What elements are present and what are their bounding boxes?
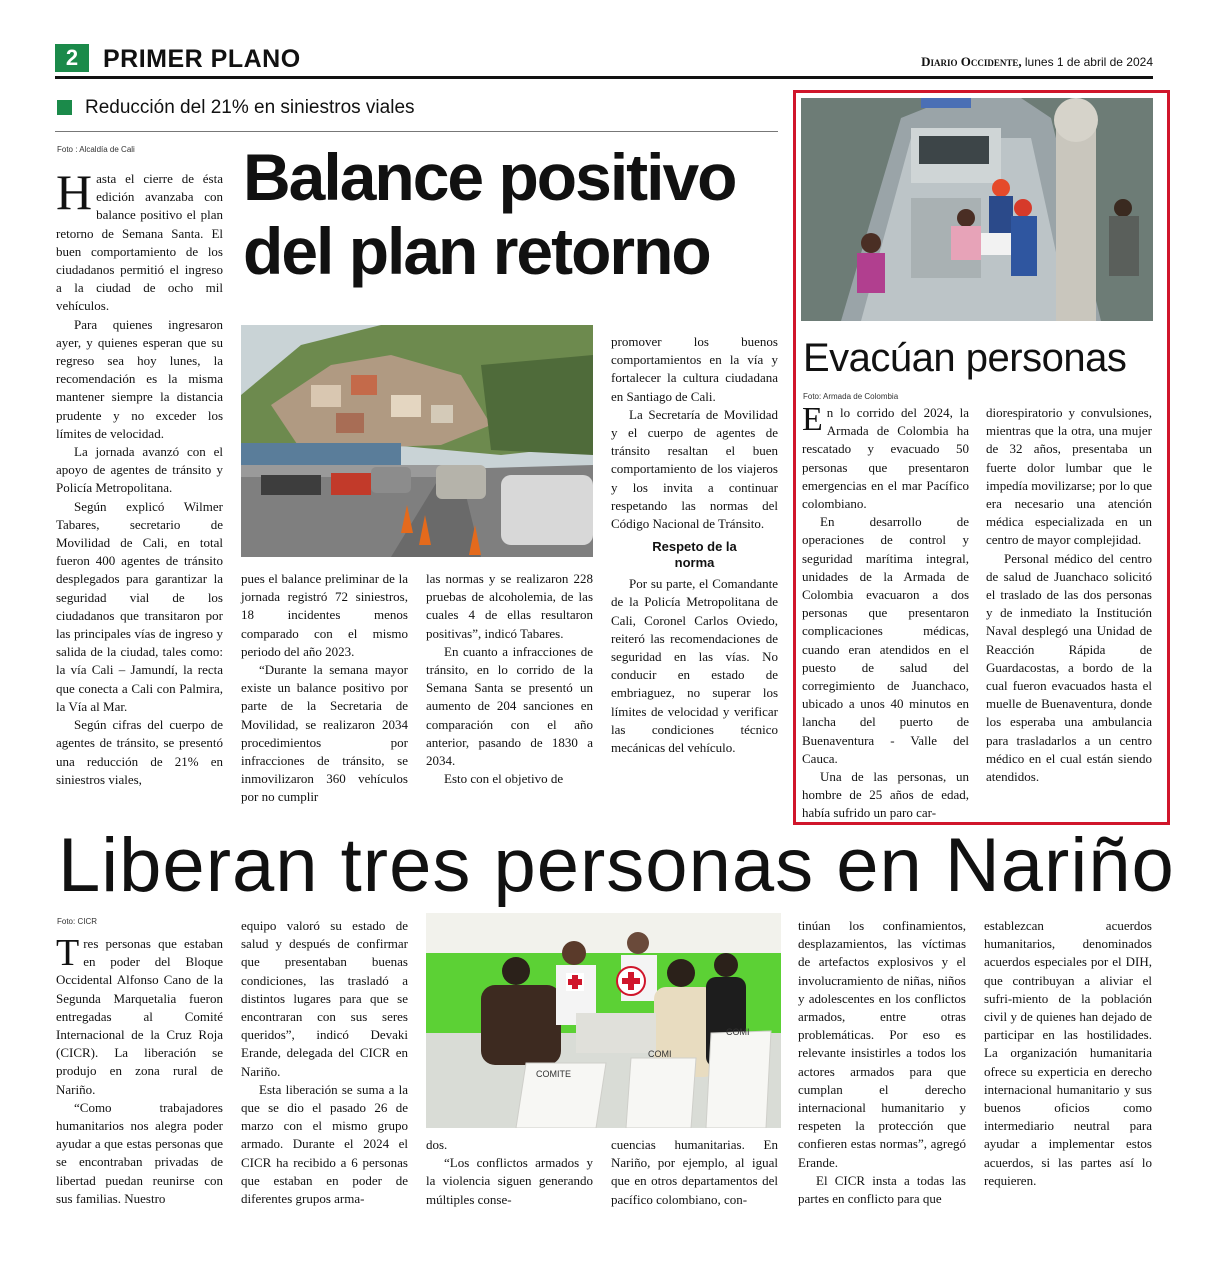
story2-column-1 — [802, 401, 969, 823]
headline-line-1: Balance positivo — [243, 140, 736, 214]
paragraph: Por su parte, el Comandante de la Policía Metropolitana de Cali, Coronel Carlos Oviedo, reiteró las recomendaciones de seguridad en las vías. No conducir en estado de embriaguez, no superar los límites de velocidad y verificar las condiciones técnico mecánicas del vehículo. — [611, 576, 778, 756]
evacuation-headline: Evacúan personas — [803, 336, 1127, 380]
paragraph: “Como trabajadores humanitarios nos alegra poder ayudar a que estas personas que se encontraban privadas de libertad puedan reunirse con sus familias. Nuestro — [56, 1099, 223, 1206]
paragraph: asta el cierre de ésta edición avanzaba con balance positivo el plan retorno de Semana Santa. El buen comportamiento de los ciudadanos permitió el ingreso a la ciudad de ocho mil vehículos. — [56, 171, 223, 314]
traffic-photo — [241, 325, 593, 557]
boat-rescue-image — [801, 98, 1153, 321]
section-title: PRIMER PLANO — [103, 45, 301, 73]
boat-photo — [801, 98, 1153, 321]
paragraph: La Secretaría de Movilidad y el cuerpo de agentes de tránsito resaltan el buen comportamiento de los viajeros y los invita a continuar respetando las normas del Código Nacional de Tránsito. — [611, 406, 778, 532]
chair-label: COMI — [648, 1049, 672, 1059]
paragraph: dos. — [426, 1137, 448, 1152]
headline — [243, 140, 783, 288]
paragraph: n lo corrido del 2024, la Armada de Colombia ha rescatado y evacuado 50 personas que presentaron emergencias en el mar Pacífico colombiano. — [802, 405, 969, 512]
story1-column-1 — [56, 164, 223, 789]
paragraph: Según cifras del cuerpo de agentes de tránsito, se presentó una reducción de 21% en siniestros viales, — [56, 717, 223, 787]
paragraph: Para quienes ingresaron ayer, y quienes esperan que su regreso sea hoy lunes, la recomendación es la misma mantener siempre la distancia prudente y no exceder los límites de velocidad. — [56, 316, 223, 441]
red-cross-photo — [426, 913, 781, 1128]
paragraph: En cuanto a infracciones de tránsito, en lo corrido de la Semana Santa se presentó un aumento de 204 sanciones en comparación con el año anterior, pasando de 1830 a 2034. — [426, 643, 593, 769]
dropcap: T — [56, 932, 80, 974]
red-cross-meeting-image — [426, 913, 781, 1128]
story3-column-5 — [798, 917, 966, 1208]
paper-name: Diario Occidente, — [921, 54, 1022, 69]
header-rule — [55, 76, 1153, 79]
story3-column-4 — [611, 1136, 778, 1209]
kicker-square — [57, 100, 72, 115]
photo-credit: Foto: CICR — [57, 917, 98, 926]
paragraph: “Los conflictos armados y la violencia siguen generando múltiples conse- — [426, 1155, 593, 1207]
photo-credit: Foto: Armada de Colombia — [803, 392, 899, 401]
dropcap: E — [802, 401, 823, 438]
paragraph: las normas y se realizaron 228 pruebas de alcoholemia, de las cuales 4 de ellas resultaron positivas”, indicó Tabares. — [426, 571, 593, 641]
paragraph: tinúan los confinamientos, desplazamientos, las víctimas de artefactos explosivos y el involucramiento de niñas, niños y adolescentes en los conflictos armados, entre otras problemáticas. Por eso es relevante insistirles a todos los actores armados para que cumplan el derecho internacional humanitario y respeten la protección que confieren estas normas”, agregó Erande. — [798, 918, 966, 1170]
page-number: 2 — [55, 44, 89, 72]
paragraph: cuencias humanitarias. En Nariño, por ejemplo, al igual que en otros departamentos del pacífico colombiano, con- — [611, 1137, 778, 1207]
subheading: Respeto de la norma — [652, 539, 737, 571]
kicker — [55, 97, 775, 119]
headline-line-2: del plan retorno — [243, 214, 710, 288]
paragraph: El CICR insta a todas las partes en conflicto para que — [798, 1172, 966, 1207]
chair-label: COMITE — [536, 1069, 571, 1079]
story1-column-2 — [241, 570, 408, 807]
story2-column-2 — [986, 404, 1152, 786]
liberation-headline: Liberan tres personas en Nariño — [58, 823, 1175, 908]
photo-credit: Foto : Alcaldía de Cali — [57, 145, 135, 154]
story1-column-4 — [611, 333, 778, 757]
story1-column-3 — [426, 570, 593, 788]
story3-column-2 — [241, 917, 408, 1208]
story3-column-6 — [984, 917, 1152, 1190]
issue-date: lunes 1 de abril de 2024 — [1024, 55, 1153, 69]
paragraph: Esta liberación se suma a la que se dio el pasado 26 de marzo con el mismo grupo armado. Durante el 2024 el CICR ha recibido a 6 personas que estaban en poder de diferentes grupos arma- — [241, 1081, 408, 1207]
paragraph: equipo valoró su estado de salud y después de confirmar que presentaban buenas condiciones, las trasladó a distintos lugares para que se encontraran con sus seres queridos”, indicó Devaki Erande, delegada del CICR en Nariño. — [241, 918, 408, 1079]
story3-column-3 — [426, 1136, 593, 1209]
paragraph: diorespiratorio y convulsiones, mientras que la otra, una mujer de 32 años, presentaba un fuerte dolor lumbar que le impedía movilizarse; por lo que era necesario una atención médica especializada en un centro de mayor complejidad. — [986, 405, 1152, 548]
chair-label: COMI — [726, 1027, 750, 1037]
dateline — [921, 54, 1153, 70]
paragraph: res personas que estaban en poder del Bloque Occidental Alfonso Cano de la Segunda Marquetalia fueron entregadas al Comité Internacional de la Cruz Roja (CICR). La liberación se produjo en zona rural de Nariño. — [56, 936, 223, 1097]
paragraph: En desarrollo de operaciones de control y seguridad marítima integral, unidades de la Armada de Colombia evacuaron a dos personas que presentaron complicaciones médicas, cuando eran atendidos en el puesto de salud del corregimiento de Juanchaco, ubicado a unos 40 minutos en lancha del puerto de Buenaventura - Valle del Cauca. — [802, 514, 969, 766]
kicker-rule — [55, 131, 778, 132]
dropcap: H — [56, 164, 93, 220]
paragraph: Una de las personas, un hombre de 25 años de edad, había sufrido un paro car- — [802, 769, 969, 821]
paragraph: “Durante la semana mayor existe un balance positivo por parte de la Secretaria de Movilidad, se realizaron 2034 procedimientos por infracciones de tránsito, se inmovilizaron 360 vehículos por no cumplir — [241, 662, 408, 805]
paragraph: Según explicó Wilmer Tabares, secretario de Movilidad de Cali, en total fueron 400 agentes de tránsito desplegados para garantizar la seguridad vial de los ciudadanos que transitaron por las principales vías de ingreso y salida de la ciudad, tales como: la vía Cali – Jamundí, la recta que conecta a Cali con Palmira, la Vía al Mar. — [56, 498, 223, 714]
paragraph: promover los buenos comportamientos en la vía y fortalecer la cultura ciudadana en Santiago de Cali. — [611, 334, 778, 404]
paragraph: La jornada avanzó con el apoyo de agentes de tránsito y Policía Metropolitana. — [56, 444, 223, 496]
story3-column-1 — [56, 932, 223, 1208]
kicker-text: Reducción del 21% en siniestros viales — [85, 97, 415, 118]
paragraph: establezcan acuerdos humanitarios, denominados acuerdos especiales por el DIH, que contribuyan a aliviar el sufri-miento de la población civil y de quienes han dejado de participar en las hostilidades. La organización humanitaria ofrece su experticia en derecho internacional humanitario y sus buenos oficios como intermediario neutral para ayudar a implementar estos acuerdos, si las partes así lo requieren. — [984, 918, 1152, 1188]
paragraph: pues el balance preliminar de la jornada registró 72 siniestros, 18 incidentes menos comparado con el mismo periodo del año 2023. — [241, 571, 408, 659]
page-header — [55, 42, 1153, 78]
paragraph: Esto con el objetivo de — [444, 771, 564, 787]
traffic-scene-image — [241, 325, 593, 557]
paragraph: Personal médico del centro de salud de Juanchaco solicitó el traslado de las dos personas y de inmediato la Institución Naval desplegó una Unidad de Reacción Rápida de Guardacostas, a bordo de la cual fueron evacuados hasta el muelle de Buenaventura, donde los esperaba una ambulancia para trasladarlos a un centro médico en el cual están siendo atendidos. — [986, 550, 1152, 785]
